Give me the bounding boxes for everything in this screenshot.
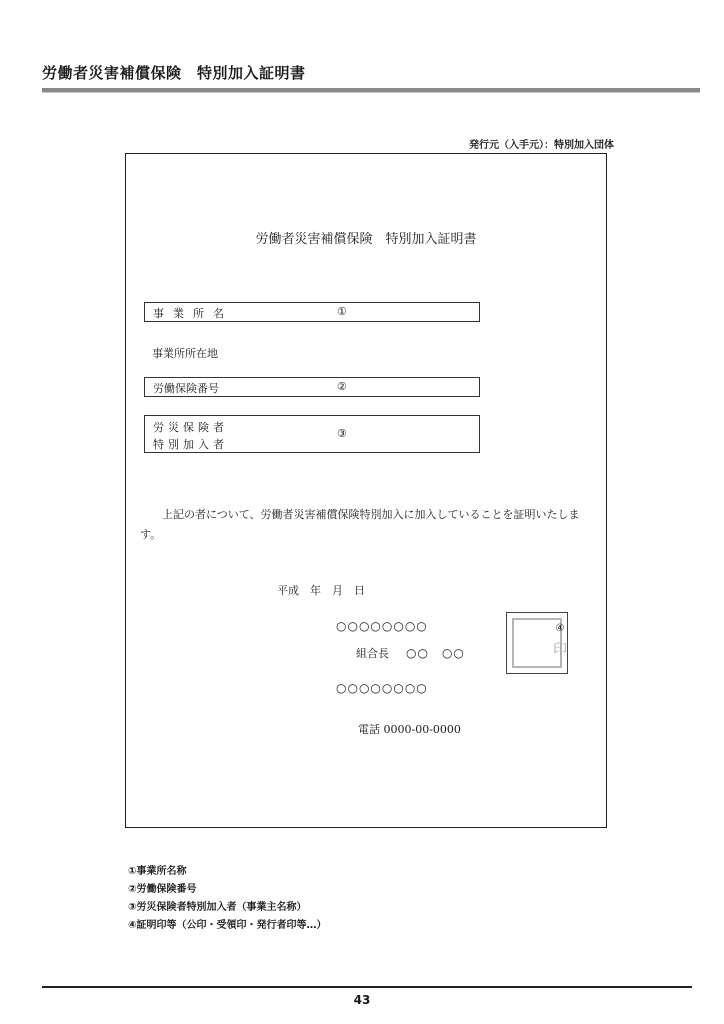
note-item: ④証明印等（公印・受領印・発行者印等…） bbox=[128, 920, 327, 931]
phone-number: 電話 0000-00-0000 bbox=[358, 723, 461, 736]
office-name-label: 事業所名 bbox=[153, 307, 233, 320]
page-number: 43 bbox=[353, 993, 371, 1007]
insured-marker: ③ bbox=[337, 427, 347, 440]
issuer-name: ○○○○○○○○ bbox=[336, 681, 428, 695]
seal-character: 印 bbox=[553, 642, 567, 658]
certificate-title: 労働者災害補償保険 特別加入証明書 bbox=[255, 232, 477, 247]
page-title: 労働者災害補償保険 特別加入証明書 bbox=[42, 64, 306, 82]
chair-label: 組合長 bbox=[356, 647, 389, 660]
insured-label-line1: 労災保険者 bbox=[153, 421, 228, 434]
insured-person-field bbox=[144, 415, 480, 453]
title-divider-shadow bbox=[42, 92, 700, 93]
insurance-number-label: 労働保険番号 bbox=[153, 382, 219, 395]
issuer-note: 発行元（入手元）：特別加入団体 bbox=[469, 140, 614, 151]
office-name-field bbox=[144, 302, 480, 322]
note-item: ①事業所名称 bbox=[128, 866, 187, 877]
note-item: ②労働保険番号 bbox=[128, 884, 197, 895]
association-name: ○○○○○○○○ bbox=[336, 619, 428, 633]
insurance-number-field bbox=[144, 377, 480, 397]
certificate-sample bbox=[125, 153, 607, 828]
date-line: 平成 年 月 日 bbox=[277, 584, 365, 597]
footer-divider bbox=[42, 986, 692, 988]
note-item: ③労災保険者特別加入者（事業主名称） bbox=[128, 902, 307, 913]
office-name-marker: ① bbox=[337, 305, 347, 318]
chair-name: ○○ ○○ bbox=[406, 646, 465, 660]
seal-marker: ④ bbox=[555, 623, 565, 634]
footnotes bbox=[128, 863, 326, 935]
insured-label-line2: 特別加入者 bbox=[153, 438, 228, 451]
insurance-number-marker: ② bbox=[337, 380, 347, 393]
certification-statement: 上記の者について、労働者災害補償保険特別加入に加入していることを証明いたします。 bbox=[140, 508, 580, 541]
seal-stamp bbox=[506, 612, 568, 674]
seal-inner-frame bbox=[512, 618, 567, 668]
office-address-label: 事業所所在地 bbox=[152, 347, 218, 360]
